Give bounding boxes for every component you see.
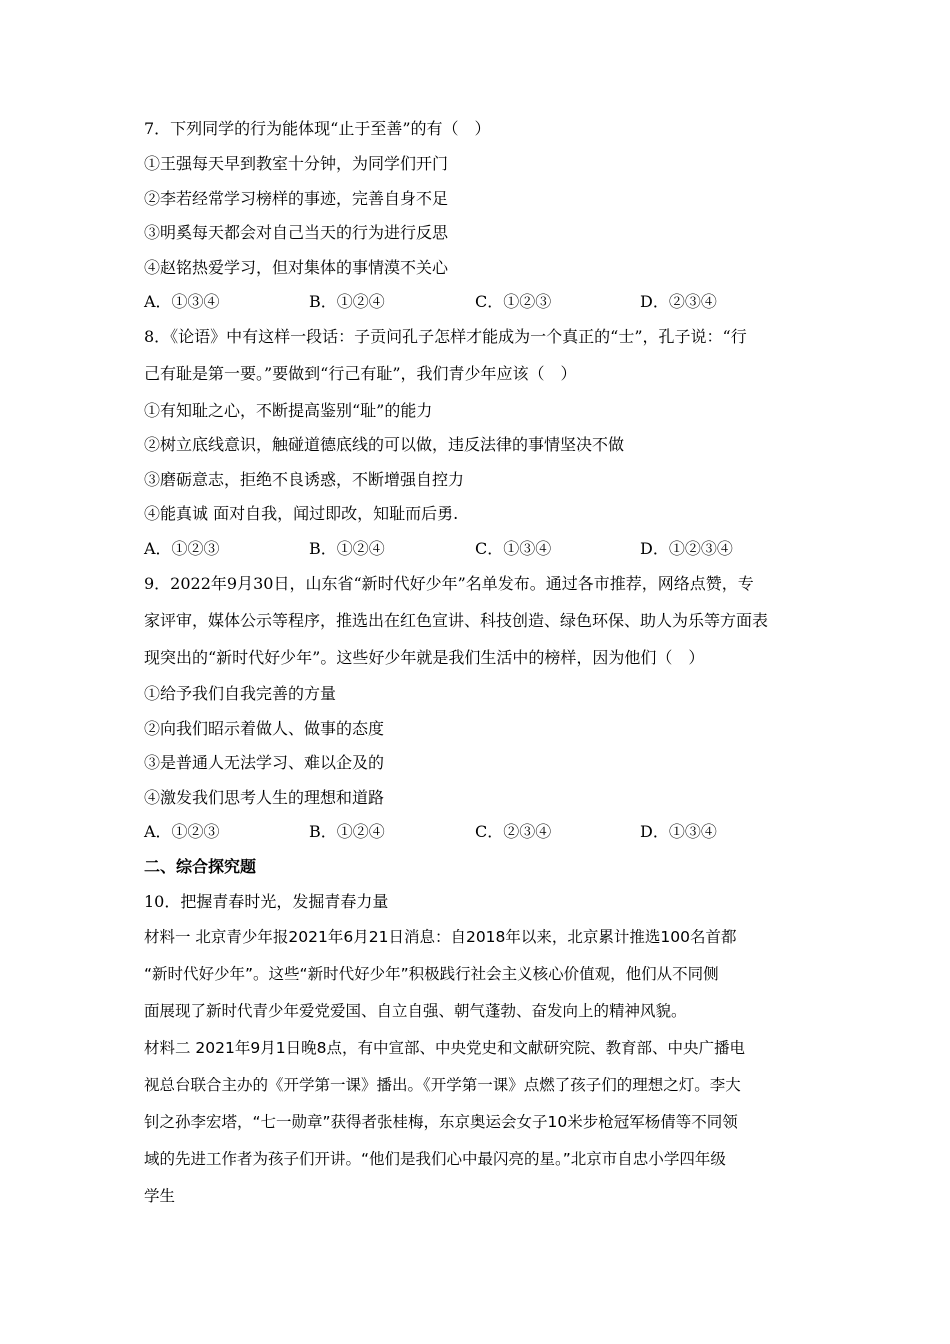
q8-option-d: D．①②③④ <box>640 539 733 558</box>
q9-option-b: B．①②④ <box>309 822 385 841</box>
material2-line-4: 域的先进工作者为孩子们开讲。“他们是我们心中最闪亮的星。”北京市自忠小学四年级 <box>144 1150 726 1168</box>
q9-item-3: ③是普通人无法学习、难以企及的 <box>144 753 385 772</box>
q7-item-4: ④赵铭热爱学习，但对集体的事情漠不关心 <box>144 258 449 277</box>
q9-option-d: D．①③④ <box>640 822 717 841</box>
q8-option-b: B．①②④ <box>309 539 385 558</box>
q9-stem-line-2: 家评审，媒体公示等程序，推选出在红色宣讲、科技创造、绿色环保、助人为乐等方面表 <box>144 611 769 630</box>
q7-item-3: ③明奚每天都会对自己当天的行为进行反思 <box>144 223 449 242</box>
material1-line-1: 材料一 北京青少年报2021年6月21日消息：自2018年以来，北京累计推选100名首都 <box>144 928 737 946</box>
material2-line-5: 学生 <box>144 1187 176 1205</box>
q8-option-c: C．①③④ <box>475 539 552 558</box>
section-heading: 二、综合探究题 <box>144 857 257 876</box>
q10-title: 10．把握青春时光，发掘青春力量 <box>144 892 389 911</box>
q8-stem-line-1: 8．《论语》中有这样一段话：子贡问孔子怎样才能成为一个真正的“士”，孔子说：“行 <box>144 327 747 346</box>
q9-option-a: A．①②③ <box>144 822 220 841</box>
q7-option-b: B．①②④ <box>309 292 385 311</box>
q8-stem-line-2: 己有耻是第一要。”要做到“行己有耻”，我们青少年应该（ ） <box>144 364 577 383</box>
q9-item-4: ④激发我们思考人生的理想和道路 <box>144 788 385 807</box>
q7-option-c: C．①②③ <box>475 292 552 311</box>
q9-stem-line-1: 9．2022年9月30日，山东省“新时代好少年”名单发布。通过各市推荐，网络点赞，专 <box>144 574 754 593</box>
q8-item-3: ③磨砺意志，拒绝不良诱惑，不断增强自控力 <box>144 470 465 489</box>
material2-line-2: 视总台联合主办的《开学第一课》播出。《开学第一课》点燃了孩子们的理想之灯。李大 <box>144 1076 741 1094</box>
q7-item-2: ②李若经常学习榜样的事迹，完善自身不足 <box>144 189 449 208</box>
q9-option-c: C．②③④ <box>475 822 552 841</box>
q8-item-2: ②树立底线意识，触碰道德底线的可以做，违反法律的事情坚决不做 <box>144 435 625 454</box>
q7-stem: 7．下列同学的行为能体现“止于至善”的有（ ） <box>144 119 491 138</box>
material1-line-3: 面展现了新时代青少年爱党爱国、自立自强、朝气蓬勃、奋发向上的精神风貌。 <box>144 1002 687 1020</box>
q9-item-2: ②向我们昭示着做人、做事的态度 <box>144 719 385 738</box>
q8-item-1: ①有知耻之心，不断提高鉴别“耻”的能力 <box>144 401 433 420</box>
q7-item-1: ①王强每天早到教室十分钟，为同学们开门 <box>144 154 449 173</box>
q9-stem-line-3: 现突出的“新时代好少年”。这些好少年就是我们生活中的榜样，因为他们（ ） <box>144 648 705 667</box>
material1-line-2: “新时代好少年”。这些“新时代好少年”积极践行社会主义核心价值观，他们从不同侧 <box>144 965 719 983</box>
q9-item-1: ①给予我们自我完善的方量 <box>144 684 337 703</box>
q7-option-d: D．②③④ <box>640 292 717 311</box>
q7-option-a: A．①③④ <box>144 292 220 311</box>
q8-item-4: ④能真诚 面对自我，闻过即改，知耻而后勇. <box>144 504 459 523</box>
material2-line-1: 材料二 2021年9月1日晚8点，有中宣部、中央党史和文献研究院、教育部、中央广播电 <box>144 1039 745 1057</box>
material2-line-3: 钊之孙李宏塔，“七一勋章”获得者张桂梅，东京奥运会女子10米步枪冠军杨倩等不同领 <box>144 1113 738 1131</box>
q8-option-a: A．①②③ <box>144 539 220 558</box>
